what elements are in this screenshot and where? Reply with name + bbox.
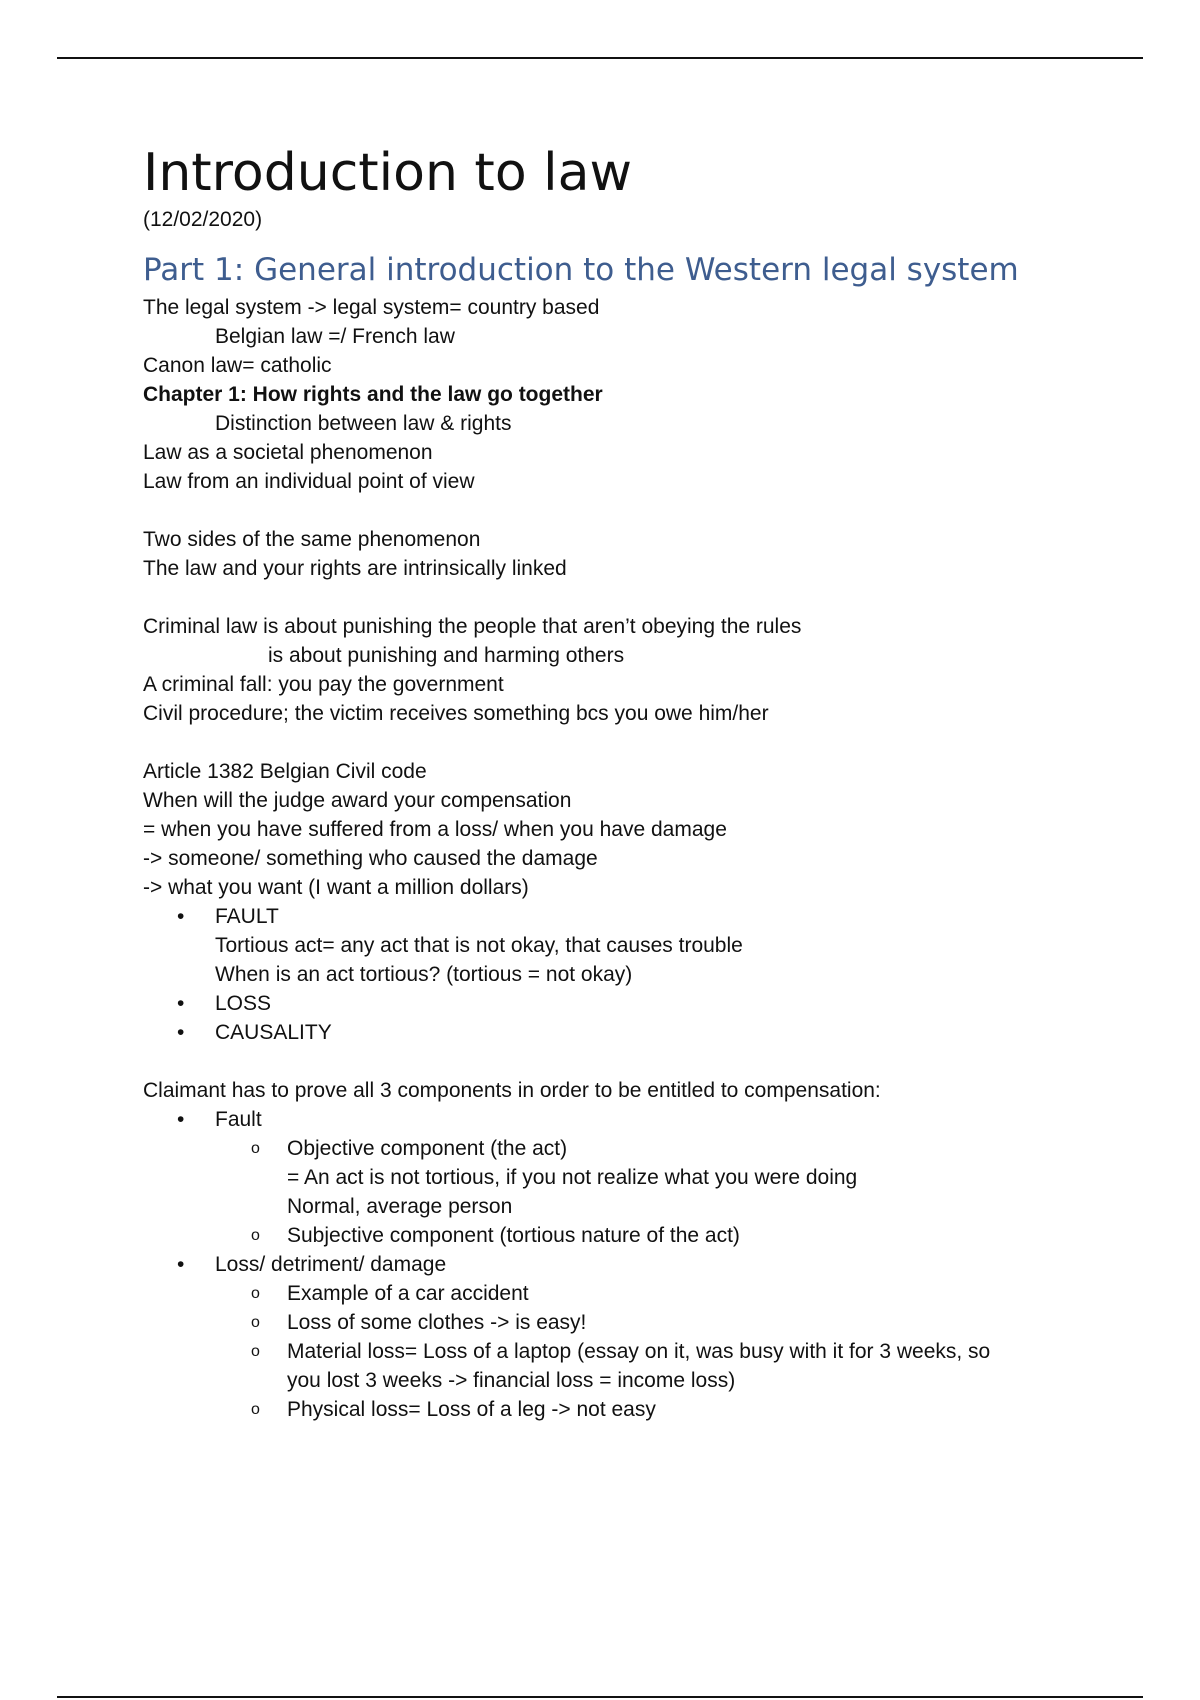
- list-item-label: FAULT: [215, 905, 279, 928]
- text-line: Two sides of the same phenomenon: [143, 528, 481, 551]
- text-line: Civil procedure; the victim receives something bcs you owe him/her: [143, 702, 769, 725]
- list-item: [143, 1018, 1073, 1047]
- part-heading: Part 1: General introduction to the Western legal system: [143, 252, 1019, 288]
- list-item: [143, 902, 1073, 989]
- text-line: Distinction between law & rights: [215, 412, 512, 435]
- bullet-icon: •: [177, 1108, 185, 1131]
- top-rule: [57, 57, 1143, 59]
- list-item: [143, 1250, 1073, 1424]
- text-line: Belgian law =/ French law: [215, 325, 455, 348]
- list-item: [143, 1105, 1073, 1250]
- text-line: Criminal law is about punishing the people that aren’t obeying the rules: [143, 615, 802, 638]
- text-line: -> someone/ something who caused the damage: [143, 847, 598, 870]
- text-line: When will the judge award your compensation: [143, 789, 572, 812]
- text-line: -> what you want (I want a million dollars): [143, 876, 529, 899]
- sub-list-item-detail: you lost 3 weeks -> financial loss = income loss): [287, 1369, 736, 1392]
- blank-line: [143, 583, 1073, 612]
- bullet-icon: •: [177, 905, 185, 928]
- sub-list: [215, 1134, 1073, 1250]
- sub-list-item-detail: Normal, average person: [287, 1195, 513, 1218]
- blank-line: [143, 1047, 1073, 1076]
- text-line: Canon law= catholic: [143, 354, 332, 377]
- list-item-label: Loss/ detriment/ damage: [215, 1253, 447, 1276]
- list-item: [143, 989, 1073, 1018]
- sub-list-item-detail: = An act is not tortious, if you not realize what you were doing: [287, 1166, 858, 1189]
- circle-bullet-icon: o: [251, 1401, 260, 1418]
- blank-line: [143, 728, 1073, 757]
- text-line: is about punishing and harming others: [268, 644, 625, 667]
- circle-bullet-icon: o: [251, 1314, 260, 1331]
- text-line: Law from an individual point of view: [143, 470, 475, 493]
- text-line: Law as a societal phenomenon: [143, 441, 433, 464]
- sub-list-item-label: Loss of some clothes -> is easy!: [287, 1311, 587, 1334]
- sub-list-item: [215, 1221, 1073, 1250]
- blank-line: [143, 496, 1073, 525]
- bottom-rule: [57, 1696, 1143, 1698]
- bullet-icon: •: [177, 1253, 185, 1276]
- circle-bullet-icon: o: [251, 1140, 260, 1157]
- sub-list-item: [215, 1337, 1073, 1395]
- components-list: [143, 902, 1073, 1047]
- sub-list-item-label: Objective component (the act): [287, 1137, 568, 1160]
- document-date: (12/02/2020): [143, 208, 263, 231]
- document-body: [143, 140, 1073, 1424]
- sub-list-item: [215, 1308, 1073, 1337]
- circle-bullet-icon: o: [251, 1227, 260, 1244]
- sub-list: [215, 1279, 1073, 1424]
- sub-list-item: [215, 1395, 1073, 1424]
- sub-list-item-label: Subjective component (tortious nature of the act): [287, 1224, 740, 1247]
- sub-list-item: [215, 1134, 1073, 1221]
- circle-bullet-icon: o: [251, 1343, 260, 1360]
- circle-bullet-icon: o: [251, 1285, 260, 1302]
- list-item-label: Fault: [215, 1108, 262, 1131]
- list-item-detail: When is an act tortious? (tortious = not okay): [215, 963, 633, 986]
- text-line: A criminal fall: you pay the government: [143, 673, 504, 696]
- sub-list-item-label: Material loss= Loss of a laptop (essay on it, was busy with it for 3 weeks, so: [287, 1340, 991, 1363]
- sub-list-item: [215, 1279, 1073, 1308]
- sub-list-item-label: Physical loss= Loss of a leg -> not easy: [287, 1398, 656, 1421]
- text-line: = when you have suffered from a loss/ when you have damage: [143, 818, 727, 841]
- list-item-label: CAUSALITY: [215, 1021, 332, 1044]
- text-line: Claimant has to prove all 3 components in order to be entitled to compensation:: [143, 1079, 881, 1102]
- chapter-heading: Chapter 1: How rights and the law go together: [143, 383, 603, 406]
- list-item-label: LOSS: [215, 992, 272, 1015]
- bullet-icon: •: [177, 1021, 185, 1044]
- document-title: Introduction to law: [143, 143, 632, 203]
- proof-list: [143, 1105, 1073, 1424]
- text-line: The legal system -> legal system= country based: [143, 296, 600, 319]
- text-line: Article 1382 Belgian Civil code: [143, 760, 427, 783]
- bullet-icon: •: [177, 992, 185, 1015]
- list-item-detail: Tortious act= any act that is not okay, that causes trouble: [215, 934, 743, 957]
- sub-list-item-label: Example of a car accident: [287, 1282, 529, 1305]
- text-line: The law and your rights are intrinsically linked: [143, 557, 567, 580]
